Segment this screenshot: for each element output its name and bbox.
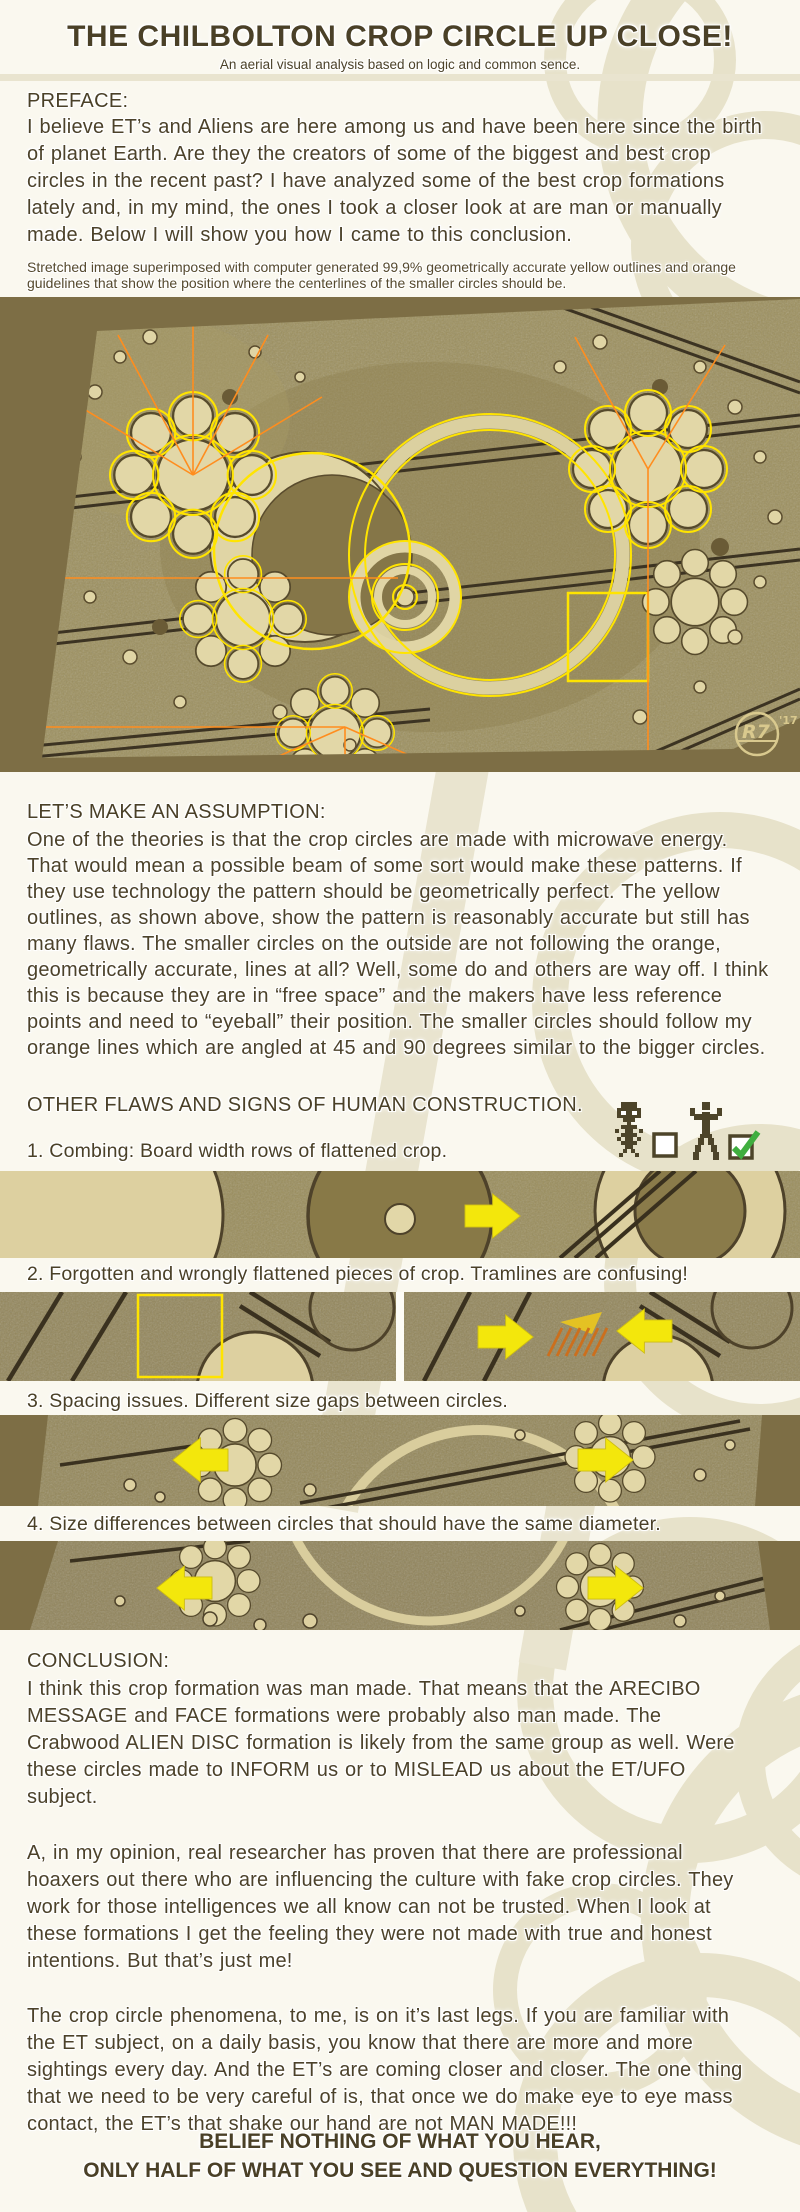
conclusion-paragraph-3: The crop circle phenomena, to me, is on it’s last legs. If you are familiar with the ET subject, on a daily basis, you know that there are more and more sightings every day. And the ET’s are coming closer and closer. The one thing that we need to be very careful of is, that once we do make eye to eye mass contact, the ET’s that shake our hand are not MAN MADE!!! (27, 2005, 743, 2135)
page-title: THE CHILBOLTON CROP CIRCLE UP CLOSE! (67, 20, 733, 53)
main-aerial-photo (0, 297, 800, 772)
assumption-body: One of the theories is that the crop circles are made with microwave energy. That would mean a possible beam of some sort would make these patterns. If they use technology the pattern should be geometrically perfect. The yellow outlines, as shown above, show the pattern is reasonably accurate but still has many flaws. The smaller circles on the outside are not following the orange, geometrically accurate, lines at all? Well, some do and others are way off. I think this is because they are in “free space” and the makers have less reference points and need to “eyeball” their position. The smaller circles should follow my orange lines which are angled at 45 and 90 degrees similar to the bigger circles. (27, 829, 769, 1059)
strip-photo-2-forgotten-crop (0, 1292, 800, 1381)
conclusion-paragraph-1: I think this crop formation was man made. That means that the ARECIBO MESSAGE and FACE formations were probably also man made. The Crabwood ALIEN DISC formation is likely from the same group as well. Were these circles made to INFORM us or to MISLEAD us about the ET/UFO subject. (27, 1678, 735, 1808)
svg-text:R7: R7 (742, 721, 770, 743)
made-by-checkboxes (612, 1102, 762, 1160)
assumption-heading: LET’S MAKE AN ASSUMPTION: (27, 801, 326, 823)
footer-motto-line-2: ONLY HALF OF WHAT YOU SEE AND QUESTION EVERYTHING! (83, 2159, 717, 2182)
footer-motto-line-1: BELIEF NOTHING OF WHAT YOU HEAR, (199, 2130, 601, 2153)
alien-checkbox-unchecked (652, 1132, 678, 1158)
svg-text:'17: '17 (779, 714, 798, 727)
flaws-heading: OTHER FLAWS AND SIGNS OF HUMAN CONSTRUCTION. (27, 1094, 583, 1116)
conclusion-heading: CONCLUSION: (27, 1650, 170, 1672)
strip-photo-4-size-differences (0, 1541, 800, 1630)
figure-caption: Stretched image superimposed with computer generated 99,9% geometrically accurate yellow outlines and orange guidelines that show the position where the centerlines of the smaller circles should be. (27, 259, 736, 291)
page-subtitle: An aerial visual analysis based on logic and common sence. (219, 57, 581, 72)
flaw-item-4-label: 4. Size differences between circles that should have the same diameter. (27, 1513, 661, 1535)
preface-body: I believe ET’s and Aliens are here among us and have been here since the birth of planet Earth. Are they the creators of some of the biggest and best crop circles in the recent past? I have analyzed some of the best crop formations lately and, in my mind, the ones I took a closer look at are man or manually made. Below I will show you how I came to this conclusion. (27, 116, 763, 246)
strip-photo-3-spacing (0, 1415, 800, 1506)
human-icon (688, 1102, 724, 1160)
alien-icon (612, 1102, 646, 1160)
conclusion-paragraph-2: A, in my opinion, real researcher has proven that there are professional hoaxers out there who are influencing the culture with fake crop circles. They work for those intelligences we all know can not be trusted. When I look at these formations I get the feeling they were not made with true and honest intentions. But that’s just me! (27, 1842, 734, 1972)
human-checkbox-checked (728, 1130, 762, 1160)
flaw-item-3-label: 3. Spacing issues. Different size gaps between circles. (27, 1390, 509, 1412)
flaw-item-2-label: 2. Forgotten and wrongly flattened pieces of crop. Tramlines are confusing! (27, 1263, 689, 1285)
strip-photo-1-combing (0, 1171, 800, 1258)
preface-heading: PREFACE: (27, 90, 129, 112)
flaw-item-1-label: 1. Combing: Board width rows of flattened crop. (27, 1140, 448, 1162)
